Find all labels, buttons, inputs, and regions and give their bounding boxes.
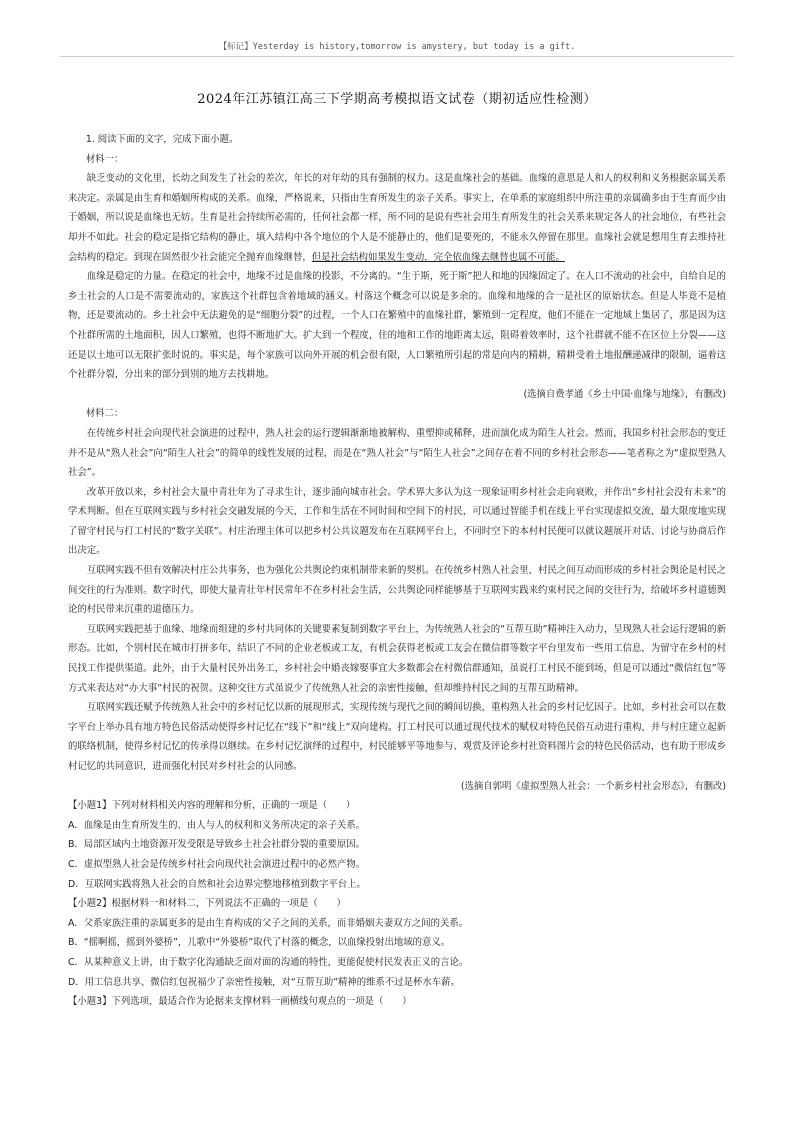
material1-underlined-sentence: 但是社会结构如果发生变动，完全依血缘去继替也属不可能。: [311, 251, 565, 263]
material1-paragraph-2: 血缘是稳定的力量。在稳定的社会中，地缘不过是血缘的投影，不分离的。“生于斯，死于斯”把人和地的因缘固定了。在人口不流动的社会中，自给自足的乡土社会的人口是不需要流动的，家族这个社群包含着地域的涵义。村落这个概念可以说是多余的。血缘和地缘的合一是社区的原始状态。但是人毕竟不是植物，还是要流动的。乡土社会中无法避免的是“细胞分裂”的过程，一个人口在繁殖中的血缘社群，繁殖到一定程度，他们不能在一定地域上集居了，那是因为这个社群所需的土地面积，因人口繁殖，也得不断地扩大。扩大到一个程度，住的地和工作的地距离太远，阻碍着效率时，这个社群就不能不在区位上分裂——这还是以土地可以无限扩张时说的。事实是，每个家族可以向外开展的机会很有限，人口繁殖所引起的常是向内的精耕，精耕受着土地报酬递减律的限制，逼着这个社群分裂，分出来的部分到别的地方去找耕地。: [68, 271, 726, 381]
header-divider: [60, 56, 734, 57]
question-1-stem: 【小题1】下列对材料相关内容的理解和分析，正确的一项是（ ）: [68, 800, 356, 812]
material2-label: 材料二：: [85, 408, 124, 420]
material1-label: 材料一：: [85, 153, 124, 165]
material1-paragraph-1: [68, 169, 726, 267]
material1-p1-text: 缺乏变动的文化里，长幼之间发生了社会的差次，年长的对年幼的具有强制的权力。这是血缘社会的基础。血缘的意思是人和人的权利和义务根据亲属关系来决定。亲属是由生育和婚姻所构成的关系。血缘，严格说来，只指由生育所发生的亲子关系。事实上，在单系的家庭组织中所注重的亲属确多由于生育而少由于婚姻，所以说是血缘也无妨。生育是社会持续所必需的，任何社会都一样，所不同的是说有些社会用生育所发生的社会关系来规定各人的社会地位，有些社会却并不如此。社会的稳定是指它结构的静止，填入结构中各个地位的个人是不能静止的，他们是要死的，不能永久停留在那里。血缘社会就是想用生育去维持社会结构的稳定。到现在固然很少社会能完全抛弃血缘继替，: [68, 173, 726, 263]
document-body: [68, 130, 726, 1012]
material2-paragraph-1: 在传统乡村社会向现代社会演进的过程中，熟人社会的运行逻辑渐渐地被解构、重塑抑或稀释，进而演化成为陌生人社会。然而，我国乡村社会形态的变迁并不是从“熟人社会”向“陌生人社会”的简单的线性发展的过程，而是在“熟人社会”与“陌生人社会”之间存在着不同的乡村社会形态——笔者称之为“虚拟型熟人社会”。: [68, 427, 726, 479]
material2-paragraph-3: 互联网实践不但有效解决村庄公共事务，也为强化公共舆论约束机制带来新的契机。在传统乡村熟人社会里，村民之间互动而形成的乡村社会舆论是村民之间交往的行为准则。数字时代，即使大量青壮年村民常年不在乡村社会生活，公共舆论同样能够基于互联网实践来约束村民之间的交往行为，给破坏乡村道德舆论的村民带来沉重的道德压力。: [68, 565, 726, 616]
page-title: 2024年江苏镇江高三下学期高考模拟语文试卷（期初适应性检测）: [197, 92, 597, 107]
header-note: 【标记】Yesterday is history,tomorrow is amystery, but today is a gift.: [218, 42, 576, 52]
question-2-option-b[interactable]: B．“摇啊摇，摇到外婆桥”，儿歌中“外婆桥”取代了村落的概念，以血缘投射出地域的意义。: [68, 937, 451, 949]
material2-source: (选摘自郭明《虚拟型熟人社会：一个新乡村社会形态》，有删改): [460, 780, 726, 792]
question-intro: 1. 阅读下面的文字，完成下面小题。: [85, 134, 239, 145]
question-1-option-d[interactable]: D．互联网实践将熟人社会的自然和社会边界完整地移植到数字平台上。: [68, 878, 366, 890]
question-2-option-a[interactable]: A．父系家族注重的亲属更多的是由生育构成的父子之间的关系，而非婚姻夫妻双方之间的关系。: [68, 917, 469, 929]
question-2-option-c[interactable]: C．从某种意义上讲，由于数字化沟通缺乏面对面的沟通的特性，更能促使村民发表正义的言论。: [68, 956, 469, 968]
question-2-stem: 【小题2】根据材料一和材料二，下列说法不正确的一项是（ ）: [68, 898, 346, 910]
material2-paragraph-5: 互联网实践还赋予传统熟人社会中的乡村记忆以新的展现形式，实现传统与现代之间的瞬间切换，重构熟人社会的乡村记忆因子。比如，乡村社会可以在数字平台上举办具有地方特色民俗活动使得乡村记忆在“线下”和“线上”双向建构。打工村民可以通过现代技术的赋权对特色民俗互动进行重构，并与村庄建立起新的联络机制，使得乡村记忆的传承得以继续。在乡村记忆演绎的过程中，村民能够平等地参与、观赏及评论乡村社资料图片会的特色民俗活动，也有助于形成乡村记忆的共同意识，进而强化村民对乡村社会的认同感。: [68, 702, 726, 772]
question-2-option-d[interactable]: D．用工信息共享、微信红包祝福少了亲密性接触，对“互帮互助”精神的维系不过是杯水车薪。: [68, 976, 460, 988]
material1-source: (选摘自费孝通《乡土中国·血缘与地缘》，有删改): [523, 388, 726, 400]
question-1-option-a[interactable]: A．血缘是由生育所发生的、由人与人的权利和义务所决定的亲子关系。: [68, 819, 366, 831]
question-3-stem: 【小题3】下列选项，最适合作为论据来支撑材料一画横线句观点的一项是（ ）: [68, 996, 412, 1008]
question-1-option-c[interactable]: C．虚拟型熟人社会是传统乡村社会向现代社会演进过程中的必然产物。: [68, 858, 366, 870]
material2-paragraph-4: 互联网实践把基于血缘、地缘而组建的乡村共同体的关键要素复制到数字平台上，为传统熟人社会的“互帮互助”精神注入动力，呈现熟人社会运行逻辑的新形态。比如，个别村民在城市打拼多年，结识了不同的企业老板或工友，有机会获得老板或工友会在微信群等数字平台里发布一些用工信息，为留守在乡村的村民找工作提供渠道。此外，由于大量村民外出务工，乡村社会中婚丧嫁娶事宜大多数都会在村微信群通知，虽说打工村民不能到场，但是可以通过“微信红包”等方式来表达对“办大事”村民的祝贺。这种交往方式虽说少了传统熟人社会的亲密性接触，但却维持村民之间的互帮互助精神。: [68, 623, 726, 694]
material2-paragraph-2: 改革开放以来，乡村社会大量中青壮年为了寻求生计，逐步涌向城市社会。学术界大多认为这一现象证明乡村社会走向衰败，并作出“乡村社会没有未来”的学术判断。但在互联网实践与乡村社会交融发展的今天，工作和生活在不同时间和空间下的村民，可以通过智能手机在线上平台实现虚拟交流，最大限度地实现了留守村民与打工村民的“数字关联”。村庄治理主体可以把乡村公共议题发布在互联网平台上，不同时空下的本村村民便可以就议题展开对话、讨论与协商后作出决定。: [68, 486, 726, 557]
question-1-option-b[interactable]: B．局部区域内土地资源开发受限是导致乡土社会社群分裂的重要原因。: [68, 839, 366, 851]
